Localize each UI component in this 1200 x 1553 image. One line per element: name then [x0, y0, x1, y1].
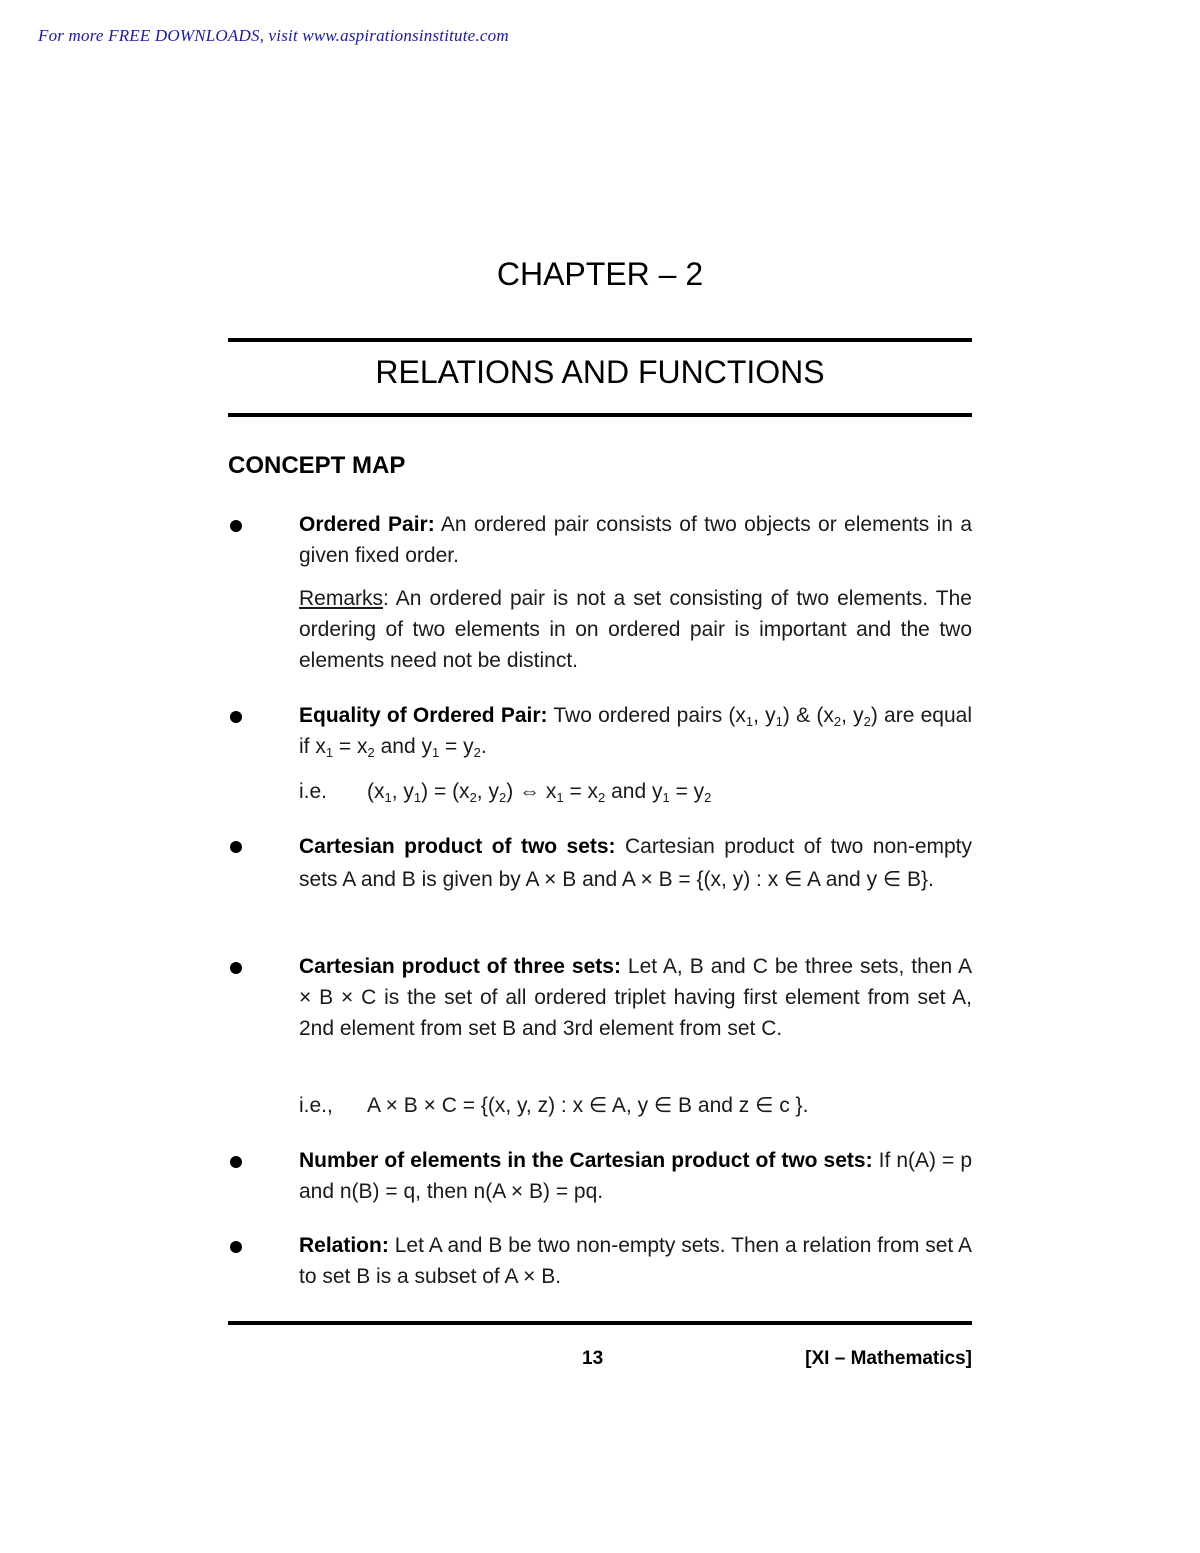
remark-text: : An ordered pair is not a set consisting of two elements. The ordering of two elements in on ordered pair is important and the two elements need not be distinct. [299, 587, 972, 672]
download-banner: For more FREE DOWNLOADS, visit www.aspirationsinstitute.com [38, 26, 509, 45]
bullet-marker [230, 962, 242, 974]
bullet-marker [230, 520, 242, 532]
footer-rule [228, 1321, 972, 1325]
subject-label: [XI – Mathematics] [805, 1348, 972, 1369]
page-number: 13 [582, 1348, 604, 1369]
item-term: Number of elements in the Cartesian product of two sets: [299, 1149, 873, 1172]
item-text: An ordered pair consists of two objects or elements in a given fixed order. [299, 513, 972, 567]
item-text: If n(A) = p and n(B) = q, then n(A × B) = pq. [299, 1149, 973, 1203]
item-text: Two ordered pairs ($x_1$, $y_1$) & ($x_2$, $y_2$) are equal if $x_1 = x_2$ and $y_1 = y_2$. [299, 704, 972, 760]
list-item [299, 509, 972, 571]
list-item [299, 1145, 972, 1207]
item-term: Cartesian product of three sets: [299, 955, 621, 978]
remark-label: Remarks [299, 587, 384, 610]
bullet-marker [230, 1241, 242, 1253]
title-top-rule [228, 338, 972, 342]
ie-label: i.e. [299, 780, 328, 803]
ie-text: ($x_1$, $y_1) = (x_2$, $y_2$) ⇔ $x_1 = x_2$ and $y_1 = y_2$ [367, 780, 712, 805]
item-term: Equality of Ordered Pair: [299, 704, 548, 727]
ie-label: i.e., [299, 1094, 333, 1117]
bullet-marker [230, 1156, 242, 1168]
item-example [299, 1090, 972, 1121]
bullet-marker [230, 841, 242, 853]
item-text: Let A, B and C be three sets, then A × B × C is the set of all ordered triplet having first element from set A, 2nd element from set B and 3rd element from set C. [299, 955, 972, 1040]
item-remark [299, 583, 972, 676]
title-bottom-rule [228, 413, 972, 417]
list-item [299, 951, 972, 1044]
item-example [299, 776, 972, 807]
item-term: Cartesian product of two sets: [299, 835, 616, 858]
chapter-title: RELATIONS AND FUNCTIONS [375, 354, 825, 390]
item-text: Let A and B be two non-empty sets. Then a relation from set A to set B is a subset of A × B. [299, 1234, 972, 1288]
item-term: Ordered Pair: [299, 513, 435, 536]
section-heading: CONCEPT MAP [228, 452, 406, 479]
bullet-marker [230, 711, 242, 723]
chapter-number: CHAPTER – 2 [496, 256, 704, 292]
list-item [299, 700, 972, 762]
list-item [299, 1230, 972, 1292]
list-item [299, 830, 972, 896]
item-text: Cartesian product of two non-empty sets A and B is given by A × B and A × B = {(x, y) : x ∈ A and y ∈ B}. [299, 835, 972, 891]
item-term: Relation: [299, 1234, 389, 1257]
ie-text: A × B × C = {(x, y, z) : x ∈ A, y ∈ B and z ∈ c }. [367, 1094, 809, 1117]
